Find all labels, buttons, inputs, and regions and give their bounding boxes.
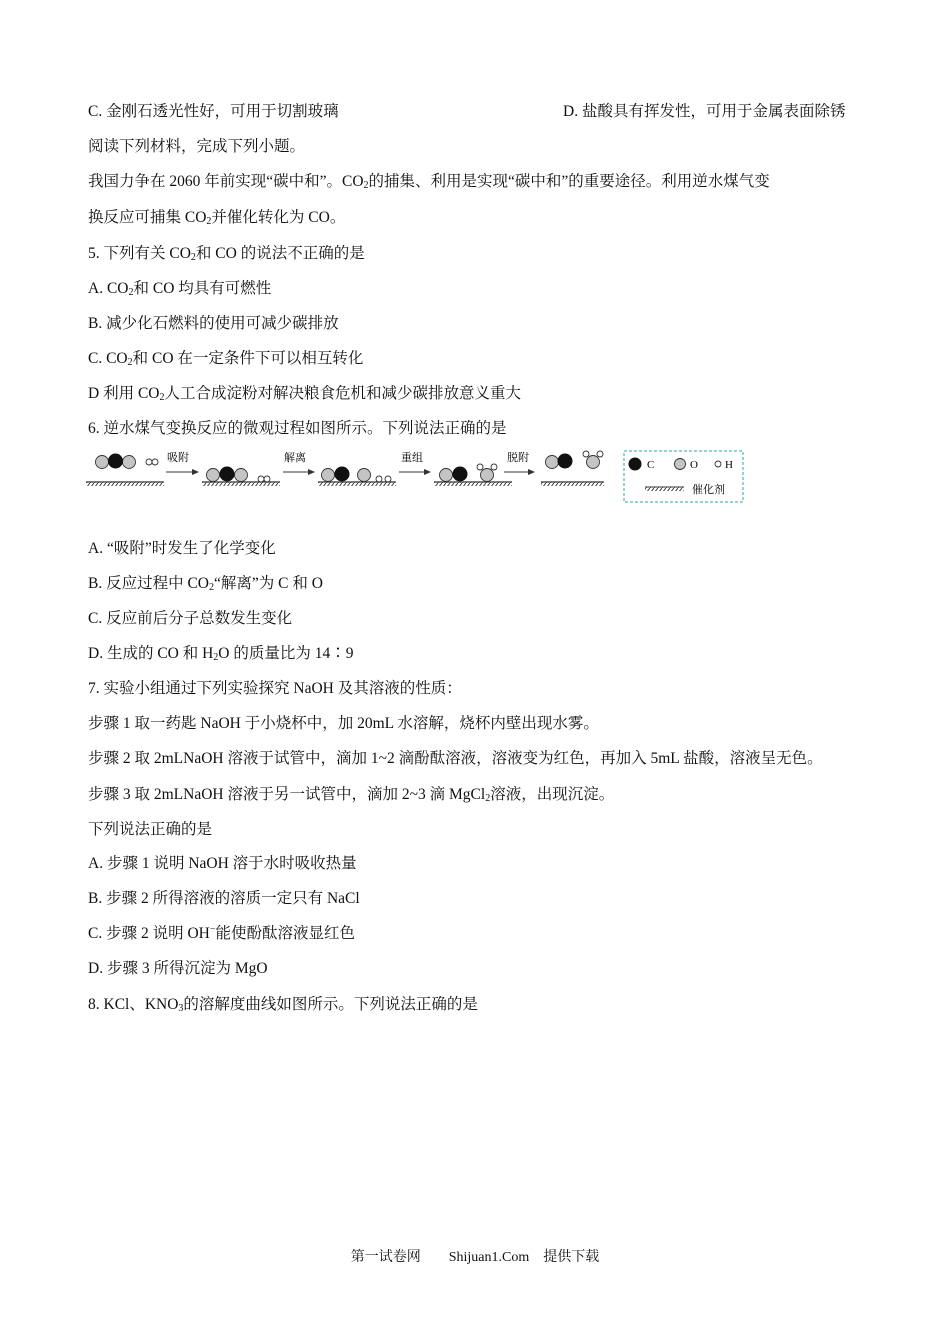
legend-catalyst-label: 催化剂: [692, 484, 725, 496]
q6-stem: 6. 逆水煤气变换反应的微观过程如图所示。下列说法正确的是: [88, 420, 507, 437]
step-desorption-label: 脱附: [507, 452, 529, 464]
q6-option-a: A. “吸附”时发生了化学变化: [88, 540, 276, 557]
material-line-2: 换反应可捕集 $CO_2$并催化转化为 CO。: [88, 209, 346, 227]
stage-recombined: [434, 464, 512, 486]
q7-question: 下列说法正确的是: [88, 821, 213, 838]
q7-option-c: C. 步骤 2 说明 OH−能使酚酞溶液显红色: [88, 924, 356, 942]
q6-option-d: D. 生成的 CO 和 $H_2O$ 的质量比为 14∶9: [88, 645, 354, 663]
stage-adsorbed: [202, 467, 280, 487]
q4-option-d: D. 盐酸具有挥发性，可用于金属表面除锈: [563, 103, 846, 120]
step-recombination-label: 重组: [401, 452, 423, 464]
reading-instruction: 阅读下列材料，完成下列小题。: [88, 138, 306, 155]
q7-option-b: B. 步骤 2 所得溶液的溶质一定只有 NaCl: [88, 890, 360, 907]
legend-hydrogen-label: H: [725, 459, 733, 471]
stage-desorbed: [541, 451, 604, 486]
q5-option-b: B. 减少化石燃料的使用可减少碳排放: [88, 315, 339, 332]
q7-step-1: 步骤 1 取一药匙 NaOH 于小烧杯中，加 20mL 水溶解，烧杯内壁出现水雾。: [88, 715, 599, 732]
q7-step-3: 步骤 3 取 2mLNaOH 溶液于另一试管中，滴加 2~3 滴 MgCl$_2$溶液，出现沉淀。: [88, 786, 615, 804]
q7-stem: 7. 实验小组通过下列实验探究 NaOH 及其溶液的性质：: [88, 680, 462, 697]
page-footer: 第一试卷网 Shijuan1.Com 提供下载: [350, 1250, 600, 1265]
step-dissociation-label: 解离: [284, 452, 306, 464]
stage-initial: [86, 454, 164, 487]
hydrogen-legend-icon: [715, 461, 721, 467]
q7-option-d: D. 步骤 3 所得沉淀为 MgO: [88, 960, 268, 977]
q5-stem: 5. 下列有关 $CO_2$和 CO 的说法不正确的是: [88, 245, 365, 263]
q7-step-2: 步骤 2 取 2mLNaOH 溶液于试管中，滴加 1~2 滴酚酞溶液，溶液变为红色，再加入 5mL 盐酸，溶液呈无色。: [88, 750, 823, 767]
legend-carbon-label: C: [647, 459, 655, 471]
stage-dissociated: [318, 467, 396, 487]
q5-option-c: C. $CO_2$和 CO 在一定条件下可以相互转化: [88, 350, 364, 368]
diagram-legend: [624, 451, 743, 502]
q5-option-d: D 利用 $CO_2$人工合成淀粉对解决粮食危机和减少碳排放意义重大: [88, 385, 521, 403]
legend-oxygen-label: O: [690, 459, 698, 471]
q4-option-c: C. 金刚石透光性好，可用于切割玻璃 D. 盐酸具有挥发性，可用于金属表面除锈: [88, 103, 846, 120]
q5-option-a: A. $CO_2$和 CO 均具有可燃性: [88, 280, 272, 298]
carbon-legend-icon: [629, 458, 642, 471]
reaction-mechanism-diagram: [86, 448, 751, 508]
step-adsorption-label: 吸附: [167, 452, 189, 464]
q8-stem: 8. KCl、$KNO_3$的溶解度曲线如图所示。下列说法正确的是: [88, 996, 478, 1014]
material-line-1: 我国力争在 2060 年前实现“碳中和”。$CO_2$的捕集、利用是实现“碳中和”的重要途径。利用逆水煤气变: [88, 173, 770, 191]
oxygen-legend-icon: [675, 459, 686, 470]
q7-option-a: A. 步骤 1 说明 NaOH 溶于水时吸收热量: [88, 855, 357, 872]
q6-option-b: B. 反应过程中 $CO_2“$解离”为 C 和 O: [88, 575, 323, 593]
q6-option-c: C. 反应前后分子总数发生变化: [88, 610, 293, 627]
